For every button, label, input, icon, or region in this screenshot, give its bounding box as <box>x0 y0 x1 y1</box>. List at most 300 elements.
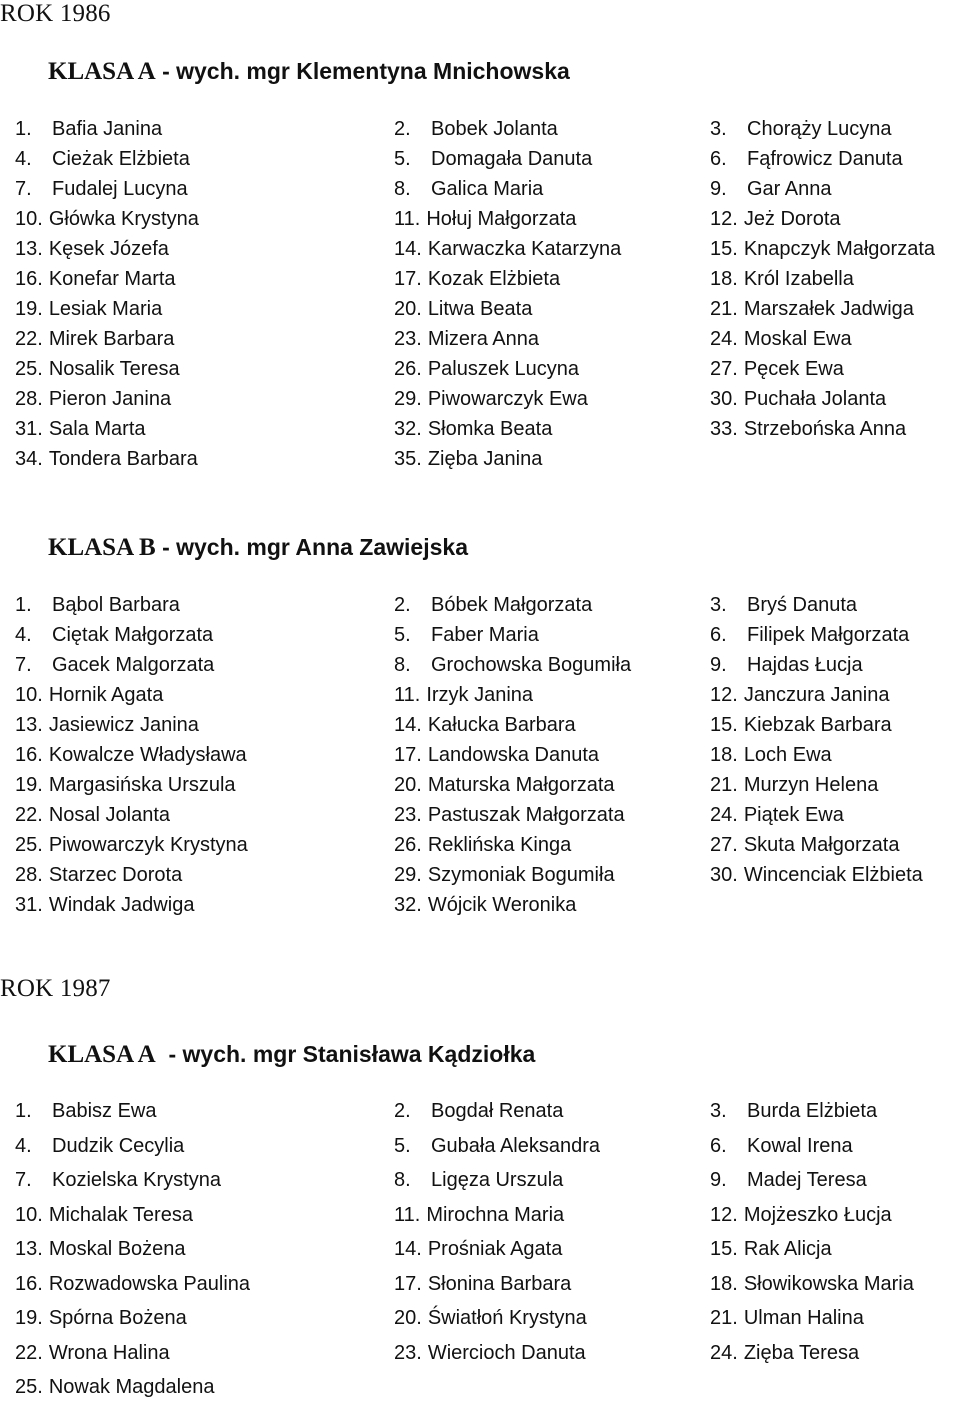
class-tutor: - wych. mgr Klementyna Mnichowska <box>155 58 570 84</box>
student-name: Madej Teresa <box>747 1169 867 1191</box>
student-name: Jasiewicz Janina <box>48 714 199 736</box>
student-entry <box>15 264 176 294</box>
student-entry <box>15 680 163 710</box>
student-name: Kowal Irena <box>747 1134 853 1157</box>
student-number: 4. <box>15 1134 32 1157</box>
student-number: 6. <box>710 1134 727 1157</box>
student-number: 16. <box>15 268 43 290</box>
student-number: 14. <box>394 714 422 736</box>
student-entry <box>710 1096 877 1126</box>
class-tutor: - wych. mgr Stanisława Kądziołka <box>155 1041 536 1067</box>
student-entry <box>394 294 532 324</box>
student-row <box>0 204 960 234</box>
student-entry <box>394 144 592 174</box>
class-heading <box>48 533 468 562</box>
student-entry <box>15 710 199 740</box>
student-entry <box>394 1303 587 1333</box>
student-entry <box>394 710 576 740</box>
student-entry <box>15 590 180 620</box>
student-name: Maturska Małgorzata <box>427 774 615 796</box>
student-number: 14. <box>394 1238 422 1260</box>
student-number: 9. <box>710 654 727 676</box>
student-name: Margasińska Urszula <box>48 774 236 796</box>
student-number: 23. <box>394 328 422 350</box>
student-row <box>0 294 960 324</box>
student-number: 12. <box>710 208 738 230</box>
student-name: Wincenciak Elżbieta <box>743 864 923 886</box>
student-name: Strzebońska Anna <box>743 418 907 440</box>
student-entry <box>394 770 615 800</box>
student-number: 5. <box>394 148 411 170</box>
class-heading <box>48 57 570 86</box>
student-name: Spórna Bożena <box>48 1307 187 1329</box>
student-number: 17. <box>394 1272 422 1295</box>
student-number: 5. <box>394 624 411 646</box>
student-name: Janczura Janina <box>743 684 890 706</box>
student-entry <box>710 294 914 324</box>
student-name: Kozak Elżbieta <box>427 268 561 290</box>
student-entry <box>15 800 170 830</box>
student-name: Puchała Jolanta <box>743 388 887 410</box>
student-name: Fudalej Lucyna <box>52 178 188 200</box>
student-name: Zięba Janina <box>427 448 543 470</box>
student-name: Nosal Jolanta <box>48 804 170 826</box>
student-name: Rak Alicja <box>743 1238 832 1260</box>
student-number: 7. <box>15 178 32 200</box>
student-number: 30. <box>710 388 738 410</box>
student-entry <box>394 1269 571 1299</box>
student-name: Mirochna Maria <box>426 1203 565 1226</box>
student-name: Grochowska Bogumiła <box>431 654 632 676</box>
student-name: Starzec Dorota <box>48 864 183 886</box>
student-number: 32. <box>394 894 422 916</box>
student-entry <box>710 204 841 234</box>
student-entry <box>710 1234 832 1264</box>
year-heading: ROK 1986 <box>0 0 111 27</box>
student-name: Mizera Anna <box>427 328 539 350</box>
student-number: 24. <box>710 804 738 826</box>
student-entry <box>15 1372 214 1402</box>
student-row <box>0 114 960 144</box>
student-number: 27. <box>710 358 738 380</box>
student-name: Marszałek Jadwiga <box>743 298 914 320</box>
student-name: Burda Elżbieta <box>747 1100 878 1122</box>
student-number: 17. <box>394 268 422 290</box>
student-number: 31. <box>15 418 43 440</box>
student-row <box>0 770 960 800</box>
student-entry <box>394 414 552 444</box>
student-number: 1. <box>15 1100 32 1122</box>
student-entry <box>394 204 576 234</box>
student-number: 10. <box>15 1203 43 1226</box>
student-name: Michalak Teresa <box>48 1203 193 1226</box>
student-entry <box>710 830 899 860</box>
student-number: 6. <box>710 624 727 646</box>
student-name: Piwowarczyk Ewa <box>427 388 588 410</box>
student-number: 28. <box>15 864 43 886</box>
student-number: 22. <box>15 804 43 826</box>
student-entry <box>710 1303 864 1333</box>
student-entry <box>15 1096 157 1126</box>
student-entry <box>15 650 214 680</box>
student-name: Ligęza Urszula <box>431 1169 564 1191</box>
student-number: 13. <box>15 238 43 260</box>
student-name: Rozwadowska Paulina <box>48 1272 251 1295</box>
student-name: Ulman Halina <box>743 1307 864 1329</box>
student-row <box>0 1338 960 1368</box>
student-number: 26. <box>394 834 422 856</box>
student-row <box>0 384 960 414</box>
student-name: Tondera Barbara <box>48 448 198 470</box>
student-name: Słomka Beata <box>427 418 553 440</box>
student-entry <box>394 234 621 264</box>
student-name: Kęsek Józefa <box>48 238 169 260</box>
student-number: 11. <box>394 684 421 706</box>
student-row <box>0 620 960 650</box>
student-number: 8. <box>394 654 411 676</box>
student-name: Bogdał Renata <box>431 1100 564 1122</box>
student-row <box>0 830 960 860</box>
student-number: 4. <box>15 624 32 646</box>
student-number: 1. <box>15 118 32 140</box>
student-number: 23. <box>394 1341 422 1364</box>
student-number: 25. <box>15 1376 43 1398</box>
student-name: Irzyk Janina <box>426 684 534 706</box>
student-number: 21. <box>710 1307 738 1329</box>
student-entry <box>394 1096 563 1126</box>
student-name: Murzyn Helena <box>743 774 879 796</box>
student-name: Chorąży Lucyna <box>747 118 892 140</box>
student-number: 25. <box>15 358 43 380</box>
student-entry <box>15 144 190 174</box>
student-entry <box>394 650 631 680</box>
student-entry <box>710 860 923 890</box>
student-entry <box>15 1303 187 1333</box>
student-entry <box>15 830 248 860</box>
student-number: 35. <box>394 448 422 470</box>
student-number: 15. <box>710 238 738 260</box>
student-number: 10. <box>15 684 43 706</box>
student-entry <box>394 1200 564 1230</box>
student-entry <box>710 234 935 264</box>
student-number: 19. <box>15 1307 43 1329</box>
student-name: Bobek Jolanta <box>431 118 558 140</box>
student-name: Bóbek Małgorzata <box>431 594 593 616</box>
student-name: Wiercioch Danuta <box>427 1341 586 1364</box>
student-name: Babisz Ewa <box>52 1100 157 1122</box>
student-name: Główka Krystyna <box>48 208 199 230</box>
student-number: 18. <box>710 1272 738 1295</box>
student-name: Słonina Barbara <box>427 1272 572 1295</box>
student-row <box>0 1131 960 1161</box>
student-name: Światłoń Krystyna <box>427 1307 587 1329</box>
student-entry <box>394 444 542 474</box>
student-entry <box>394 890 576 920</box>
student-entry <box>710 264 854 294</box>
class-name: KLASA A <box>48 58 156 85</box>
student-name: Słowikowska Maria <box>743 1272 914 1295</box>
student-name: Wrona Halina <box>48 1341 170 1364</box>
student-name: Lesiak Maria <box>48 298 163 320</box>
student-row <box>0 1234 960 1264</box>
student-entry <box>394 740 599 770</box>
student-entry <box>710 680 889 710</box>
student-entry <box>710 650 863 680</box>
student-name: Reklińska Kinga <box>427 834 572 856</box>
student-number: 14. <box>394 238 422 260</box>
student-number: 3. <box>710 594 727 616</box>
student-entry <box>394 620 539 650</box>
student-number: 31. <box>15 894 43 916</box>
student-entry <box>394 354 579 384</box>
student-row <box>0 1372 960 1402</box>
student-entry <box>15 114 162 144</box>
student-row <box>0 860 960 890</box>
student-number: 6. <box>710 148 727 170</box>
student-row <box>0 354 960 384</box>
student-name: Konefar Marta <box>48 268 176 290</box>
student-name: Skuta Małgorzata <box>743 834 900 856</box>
student-number: 1. <box>15 594 32 616</box>
student-number: 8. <box>394 178 411 200</box>
student-row <box>0 800 960 830</box>
student-name: Piątek Ewa <box>743 804 844 826</box>
student-name: Cieżak Elżbieta <box>52 148 190 170</box>
student-name: Filipek Małgorzata <box>747 624 910 646</box>
student-entry <box>394 384 588 414</box>
student-number: 17. <box>394 744 422 766</box>
student-entry <box>15 1234 186 1264</box>
student-number: 21. <box>710 298 738 320</box>
student-entry <box>15 354 180 384</box>
student-name: Paluszek Lucyna <box>427 358 580 380</box>
student-name: Wójcik Weronika <box>427 894 577 916</box>
student-entry <box>15 174 188 204</box>
student-entry <box>15 444 198 474</box>
student-entry <box>15 1200 193 1230</box>
student-row <box>0 234 960 264</box>
student-number: 11. <box>394 1203 421 1226</box>
student-entry <box>394 1165 563 1195</box>
student-name: Karwaczka Katarzyna <box>427 238 622 260</box>
student-entry <box>710 384 886 414</box>
student-name: Kowalcze Władysława <box>48 744 247 766</box>
student-name: Gar Anna <box>747 178 832 200</box>
student-entry <box>15 620 213 650</box>
student-number: 2. <box>394 1100 411 1122</box>
student-entry <box>15 770 236 800</box>
student-number: 22. <box>15 1341 43 1364</box>
student-entry <box>710 414 906 444</box>
student-number: 12. <box>710 684 738 706</box>
student-number: 2. <box>394 594 411 616</box>
student-name: Król Izabella <box>743 268 854 290</box>
student-entry <box>15 890 194 920</box>
student-number: 2. <box>394 118 411 140</box>
student-name: Nowak Magdalena <box>48 1376 215 1398</box>
student-name: Prośniak Agata <box>427 1238 563 1260</box>
class-tutor: - wych. mgr Anna Zawiejska <box>155 534 468 560</box>
student-number: 34. <box>15 448 43 470</box>
student-entry <box>394 680 533 710</box>
student-name: Kozielska Krystyna <box>52 1169 221 1191</box>
student-entry <box>710 770 878 800</box>
student-entry <box>394 1338 586 1368</box>
student-name: Mojżeszko Łucja <box>743 1203 892 1226</box>
student-row <box>0 144 960 174</box>
student-number: 22. <box>15 328 43 350</box>
student-row <box>0 174 960 204</box>
student-name: Dudzik Cecylia <box>52 1134 185 1157</box>
student-number: 24. <box>710 1341 738 1364</box>
student-row <box>0 650 960 680</box>
student-number: 30. <box>710 864 738 886</box>
student-number: 18. <box>710 744 738 766</box>
student-name: Pieron Janina <box>48 388 172 410</box>
student-number: 7. <box>15 654 32 676</box>
student-number: 19. <box>15 298 43 320</box>
student-name: Sala Marta <box>48 418 146 440</box>
student-name: Ciętak Małgorzata <box>52 624 214 646</box>
student-entry <box>710 354 844 384</box>
student-row <box>0 444 960 474</box>
student-row <box>0 890 960 920</box>
student-number: 5. <box>394 1134 411 1157</box>
student-name: Faber Maria <box>431 624 539 646</box>
student-name: Kałucka Barbara <box>427 714 576 736</box>
student-number: 27. <box>710 834 738 856</box>
student-entry <box>394 1234 562 1264</box>
student-name: Landowska Danuta <box>427 744 600 766</box>
student-entry <box>394 264 560 294</box>
student-row <box>0 1269 960 1299</box>
student-row <box>0 1303 960 1333</box>
student-name: Galica Maria <box>431 178 544 200</box>
student-entry <box>15 414 146 444</box>
student-entry <box>394 1131 600 1161</box>
student-entry <box>394 324 539 354</box>
student-entry <box>710 1165 867 1195</box>
student-entry <box>710 1338 859 1368</box>
student-entry <box>15 1165 221 1195</box>
student-name: Bryś Danuta <box>747 594 858 616</box>
student-number: 24. <box>710 328 738 350</box>
student-name: Loch Ewa <box>743 744 832 766</box>
student-name: Mirek Barbara <box>48 328 175 350</box>
student-entry <box>15 294 162 324</box>
student-entry <box>394 114 558 144</box>
student-name: Hornik Agata <box>48 684 164 706</box>
student-entry <box>710 710 892 740</box>
student-name: Moskal Bożena <box>48 1238 186 1260</box>
student-entry <box>15 1131 184 1161</box>
student-entry <box>394 590 592 620</box>
class-name: KLASA A <box>48 1041 156 1068</box>
student-name: Pęcek Ewa <box>743 358 844 380</box>
student-number: 16. <box>15 1272 43 1295</box>
student-name: Domagała Danuta <box>431 148 593 170</box>
student-name: Szymoniak Bogumiła <box>427 864 615 886</box>
student-number: 7. <box>15 1169 32 1191</box>
student-number: 18. <box>710 268 738 290</box>
student-row <box>0 590 960 620</box>
student-entry <box>710 740 832 770</box>
student-entry <box>710 1131 853 1161</box>
student-name: Kiebzak Barbara <box>743 714 892 736</box>
student-name: Hołuj Małgorzata <box>426 208 577 230</box>
student-number: 8. <box>394 1169 411 1191</box>
student-number: 16. <box>15 744 43 766</box>
student-entry <box>710 324 852 354</box>
student-entry <box>15 324 174 354</box>
student-entry <box>15 860 182 890</box>
student-name: Nosalik Teresa <box>48 358 180 380</box>
student-entry <box>710 800 844 830</box>
student-entry <box>394 830 571 860</box>
student-name: Jeż Dorota <box>743 208 841 230</box>
student-number: 11. <box>394 208 421 230</box>
student-entry <box>710 114 892 144</box>
student-number: 28. <box>15 388 43 410</box>
student-name: Fąfrowicz Danuta <box>747 148 903 170</box>
student-entry <box>710 590 857 620</box>
student-name: Moskal Ewa <box>743 328 852 350</box>
student-entry <box>15 1338 170 1368</box>
student-row <box>0 1096 960 1126</box>
student-entry <box>710 174 832 204</box>
student-number: 23. <box>394 804 422 826</box>
student-name: Bafia Janina <box>52 118 163 140</box>
student-entry <box>394 860 615 890</box>
student-name: Windak Jadwiga <box>48 894 195 916</box>
student-entry <box>15 384 171 414</box>
student-number: 29. <box>394 864 422 886</box>
student-name: Zięba Teresa <box>743 1341 860 1364</box>
student-number: 12. <box>710 1203 738 1226</box>
student-number: 13. <box>15 714 43 736</box>
student-row <box>0 740 960 770</box>
student-name: Gacek Malgorzata <box>52 654 215 676</box>
student-number: 9. <box>710 1169 727 1191</box>
student-number: 15. <box>710 714 738 736</box>
student-row <box>0 414 960 444</box>
student-name: Litwa Beata <box>427 298 533 320</box>
student-name: Bąbol Barbara <box>52 594 180 616</box>
student-entry <box>15 234 169 264</box>
student-row <box>0 264 960 294</box>
student-number: 19. <box>15 774 43 796</box>
student-number: 20. <box>394 1307 422 1329</box>
student-row <box>0 680 960 710</box>
student-number: 33. <box>710 418 738 440</box>
student-name: Hajdas Łucja <box>747 654 863 676</box>
student-name: Piwowarczyk Krystyna <box>48 834 248 856</box>
student-number: 4. <box>15 148 32 170</box>
student-entry <box>394 174 543 204</box>
student-number: 20. <box>394 774 422 796</box>
student-number: 13. <box>15 1238 43 1260</box>
year-heading: ROK 1987 <box>0 975 111 1002</box>
student-row <box>0 1200 960 1230</box>
student-number: 9. <box>710 178 727 200</box>
class-heading <box>48 1040 535 1069</box>
class-name: KLASA B <box>48 534 156 561</box>
student-row <box>0 324 960 354</box>
student-entry <box>15 740 247 770</box>
student-entry <box>394 800 625 830</box>
student-number: 25. <box>15 834 43 856</box>
student-number: 29. <box>394 388 422 410</box>
